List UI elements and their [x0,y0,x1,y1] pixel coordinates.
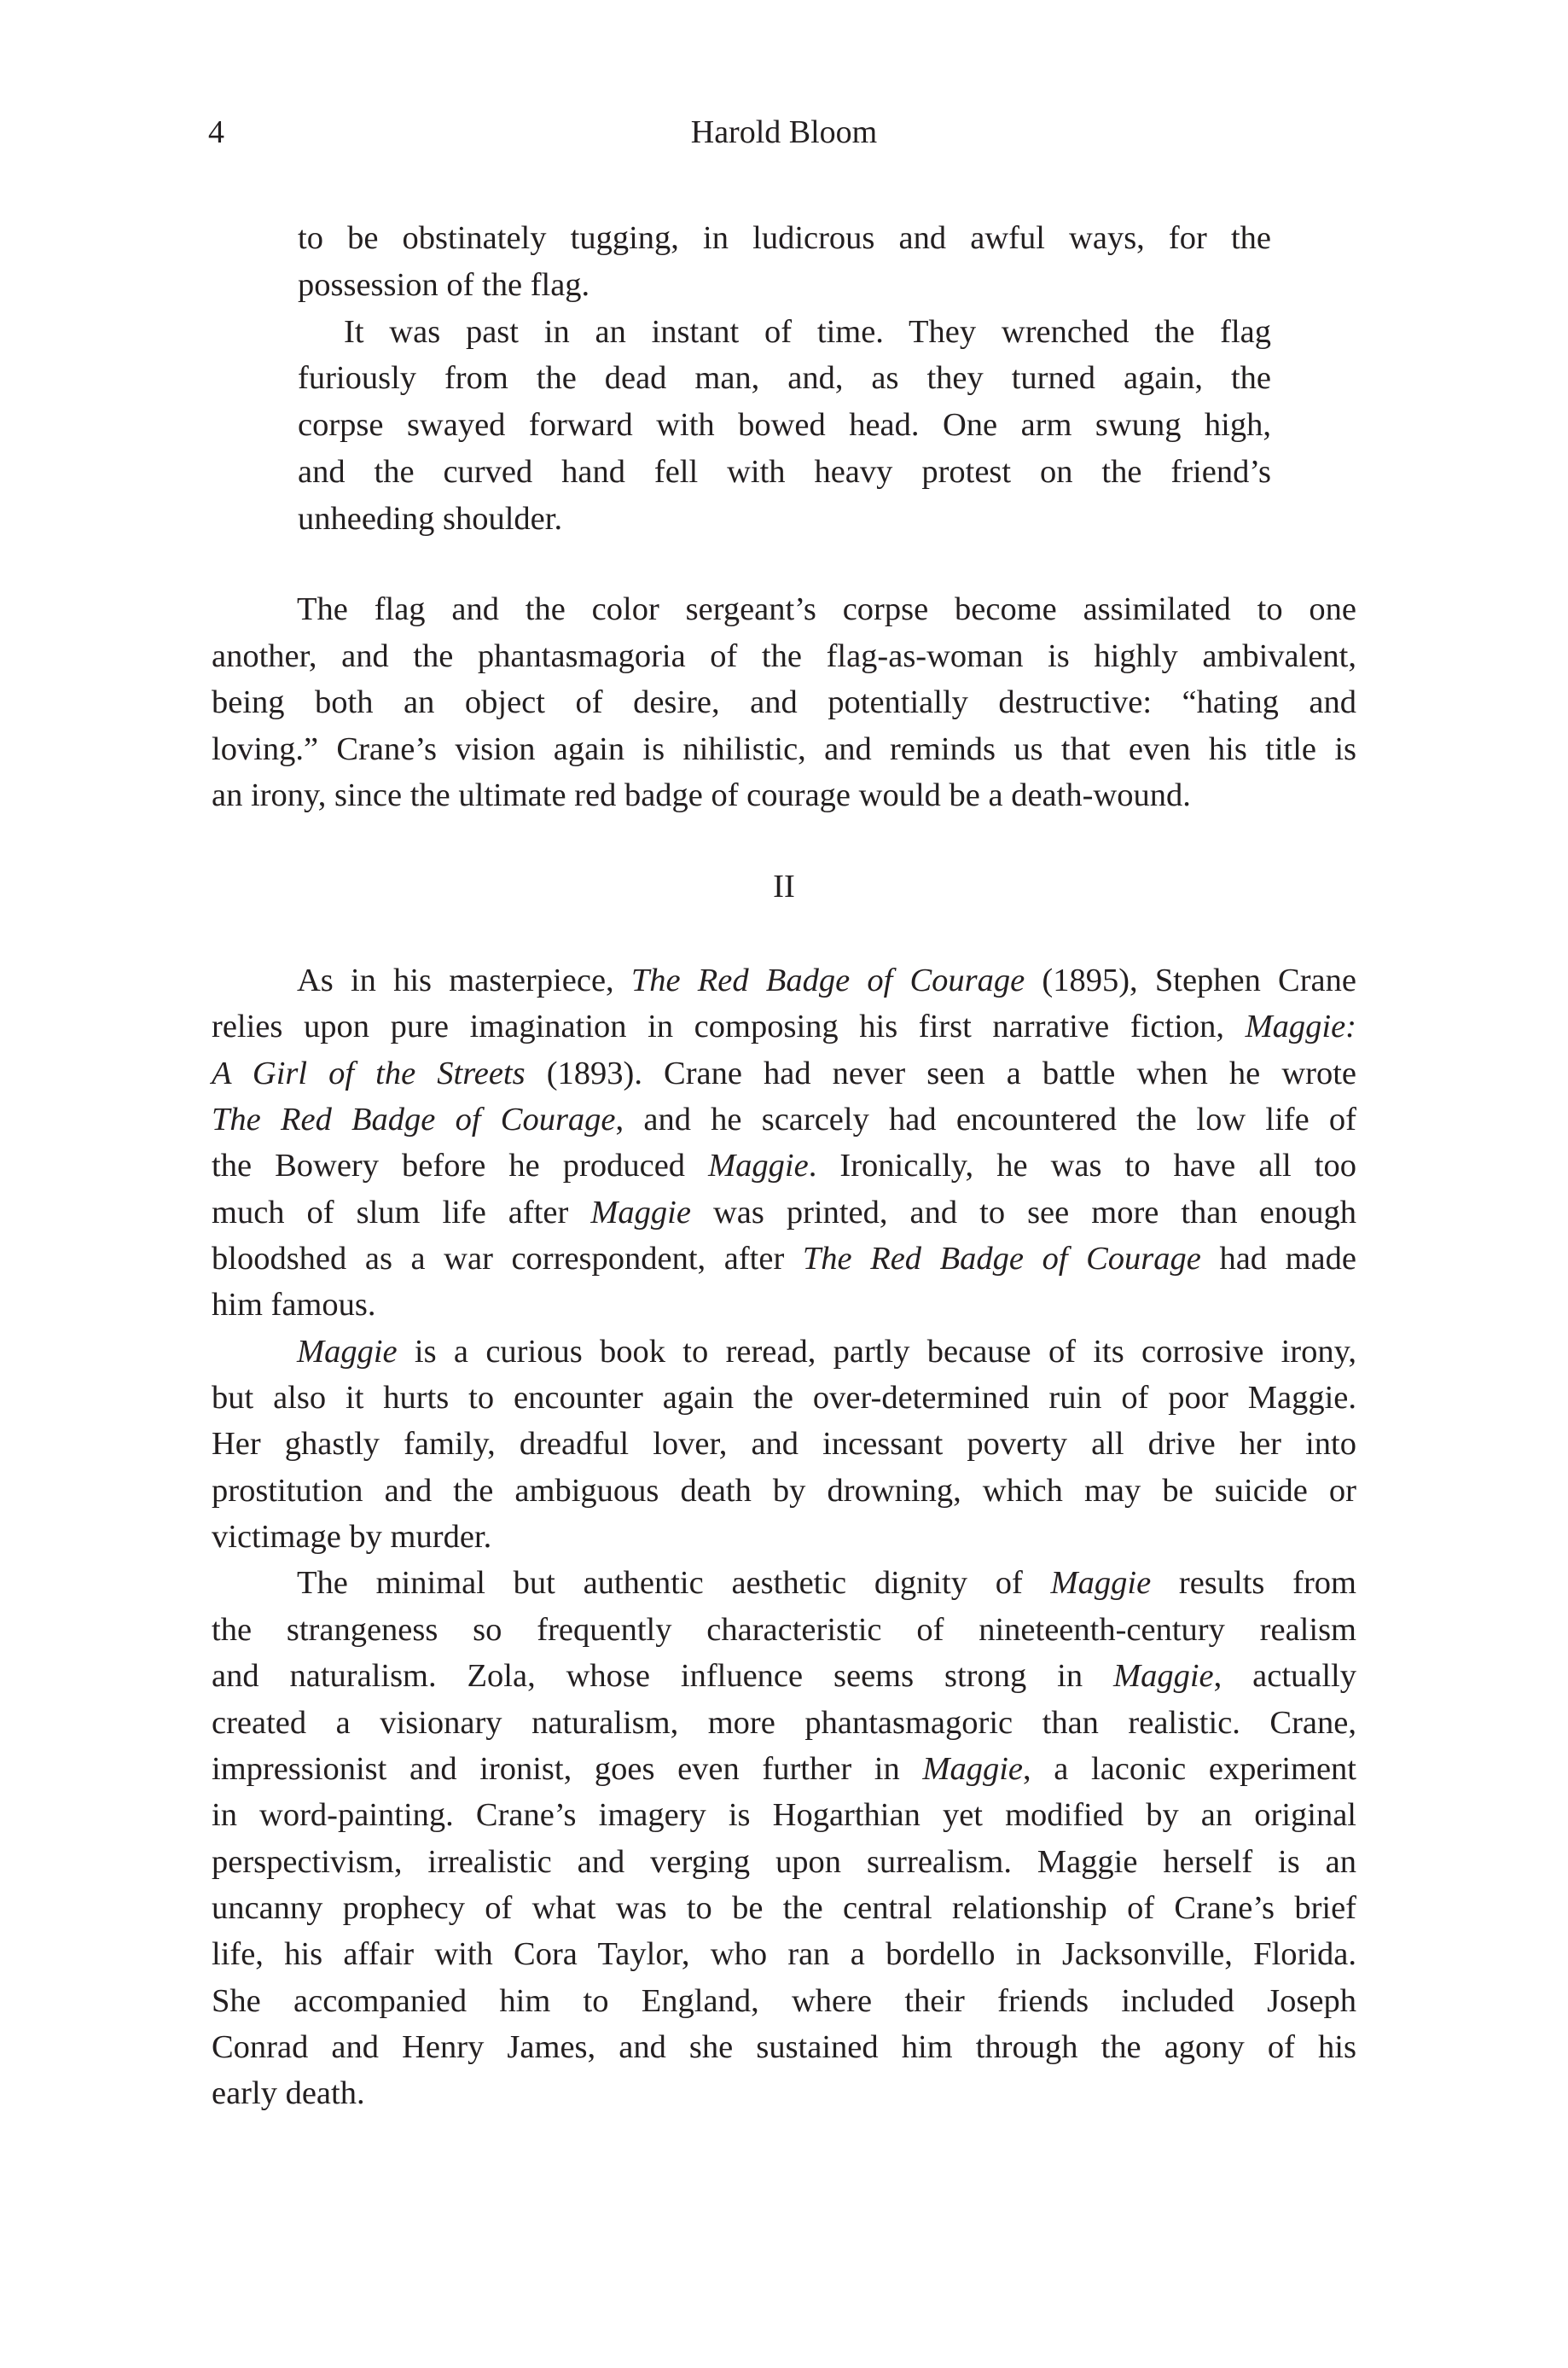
text-run: perspectivism, irrealistic and verging upon surrealism. Maggie herself is an [212,1843,1356,1880]
text-line [298,355,1271,402]
text-run: results from [1151,1565,1357,1602]
text-line [212,1746,1356,1792]
text-run: to be obstinately tugging, in ludicrous and awful ways, for the [298,220,1271,256]
italic-title: A Girl of the Streets [212,1055,526,1091]
text-run: life, his affair with Cora Taylor, who ran a bordello in Jacksonville, Florida. [212,1936,1356,1973]
italic-title: The Red Badge of Courage [212,1102,616,1138]
text-run: an irony, since the ultimate red badge of courage would be a death-wound. [212,777,1191,814]
paragraph [212,586,1356,819]
text-line [212,679,1356,726]
text-line [212,1421,1356,1467]
text-run: . Ironically, he was to have all too [808,1148,1356,1184]
italic-title: The Red Badge of Courage [802,1241,1201,1277]
text-run: created a visionary naturalism, more phantasmagoric than realistic. Crane, [212,1704,1356,1741]
text-line [212,1931,1356,1977]
paragraph [212,957,1356,1329]
body-text-2 [212,957,1356,2117]
paragraph [298,309,1271,543]
italic-title: Maggie [1050,1565,1152,1602]
italic-title: Maggie [1113,1658,1214,1695]
text-run: being both an object of desire, and potentially destructive: “hating and [212,684,1356,721]
paragraph [212,1560,1356,2116]
text-line [212,1885,1356,1931]
text-run: Her ghastly family, dreadful lover, and incessant poverty all drive her into [212,1426,1356,1463]
text-line [298,402,1271,449]
text-run: had made [1200,1241,1356,1277]
text-run: The flag and the color sergeant’s corpse become assimilated to one [297,591,1356,627]
text-line [298,496,1271,543]
text-run: impressionist and ironist, goes even further in [212,1750,923,1787]
text-run: bloodshed as a war correspondent, after [212,1241,803,1277]
text-line [212,1004,1356,1050]
text-run: him famous. [212,1287,376,1324]
text-run: the Bowery before he produced [212,1148,709,1184]
text-run: early death. [212,2075,365,2112]
text-line [212,1236,1356,1282]
text-line [298,215,1271,262]
text-line [212,1329,1356,1375]
text-line [212,772,1356,819]
text-line [212,1700,1356,1746]
text-line [298,262,1271,309]
text-run: and naturalism. Zola, whose influence seems strong in [212,1658,1114,1695]
text-run: but also it hurts to encounter again the over-determined ruin of poor Maggie. [212,1380,1356,1417]
text-run: Conrad and Henry James, and she sustained him through the agony of his [212,2028,1356,2065]
text-run: (1895), Stephen Crane [1025,963,1356,998]
text-run: in word-painting. Crane’s imagery is Hogarthian yet modified by an original [212,1797,1356,1834]
text-line [212,2024,1356,2070]
running-head: Harold Bloom [690,114,878,150]
paragraph [298,215,1271,309]
text-run: uncanny prophecy of what was to be the central relationship of Crane’s brief [212,1889,1356,1926]
text-run: , a laconic experiment [1023,1750,1356,1787]
text-line [212,1514,1356,1560]
text-line [212,633,1356,680]
text-run: , actually [1213,1658,1357,1695]
text-line [298,449,1271,496]
text-line [212,1190,1356,1236]
text-run: The minimal but authentic aesthetic dignity of [297,1565,1051,1602]
paragraph [212,1329,1356,1561]
text-run: prostitution and the ambiguous death by drowning, which may be suicide or [212,1472,1356,1509]
text-run: relies upon pure imagination in composing his first narrative fiction, [212,1009,1246,1045]
text-line [212,1653,1356,1699]
italic-title: Maggie [708,1148,809,1184]
text-run: possession of the flag. [298,266,590,303]
text-line [212,586,1356,633]
text-run: , and he scarcely had encountered the low life of [615,1102,1356,1138]
text-line [212,1282,1356,1328]
text-line [212,1839,1356,1885]
section-heading: II [773,869,795,905]
text-run: unheeding shoulder. [298,500,563,537]
text-run: much of slum life after [212,1194,591,1231]
text-run: It was past in an instant of time. They wrenched the flag [344,313,1271,350]
text-line [212,1143,1356,1189]
italic-title: Maggie [297,1333,398,1370]
text-run: furiously from the dead man, and, as they turned again, the [298,360,1271,397]
text-line [212,957,1356,1004]
text-line [212,726,1356,773]
text-line [298,309,1271,356]
block-quote [298,215,1271,543]
text-line [212,1607,1356,1653]
text-run: She accompanied him to England, where their friends included Joseph [212,1982,1356,2019]
text-line [212,1468,1356,1514]
text-run: and the curved hand fell with heavy protest on the friend’s [298,453,1271,490]
text-run: was printed, and to see more than enough [690,1194,1356,1231]
text-run: (1893). Crane had never seen a battle when he wrote [525,1055,1356,1091]
text-run: the strangeness so frequently characteristic of nineteenth-century realism [212,1611,1356,1648]
text-line [212,1792,1356,1838]
text-line [212,1375,1356,1421]
italic-title: The Red Badge of Courage [630,963,1025,998]
text-run: As in his masterpiece, [297,963,631,998]
italic-title: Maggie [922,1750,1024,1787]
text-line [212,1978,1356,2024]
text-line [212,1050,1356,1097]
text-run: loving.” Crane’s vision again is nihilistic, and reminds us that even his title is [212,730,1356,767]
text-line [212,1560,1356,1606]
text-line [212,2070,1356,2116]
italic-title: Maggie [590,1194,691,1231]
italic-title: Maggie: [1245,1009,1356,1045]
text-run: is a curious book to reread, partly because of its corrosive irony, [397,1333,1356,1370]
text-line [212,1097,1356,1143]
page-number: 4 [208,114,224,150]
text-run: another, and the phantasmagoria of the flag-as-woman is highly ambivalent, [212,637,1356,674]
body-text-1 [212,586,1356,819]
text-run: victimage by murder. [212,1519,492,1556]
text-run: corpse swayed forward with bowed head. One arm swung high, [298,407,1271,444]
